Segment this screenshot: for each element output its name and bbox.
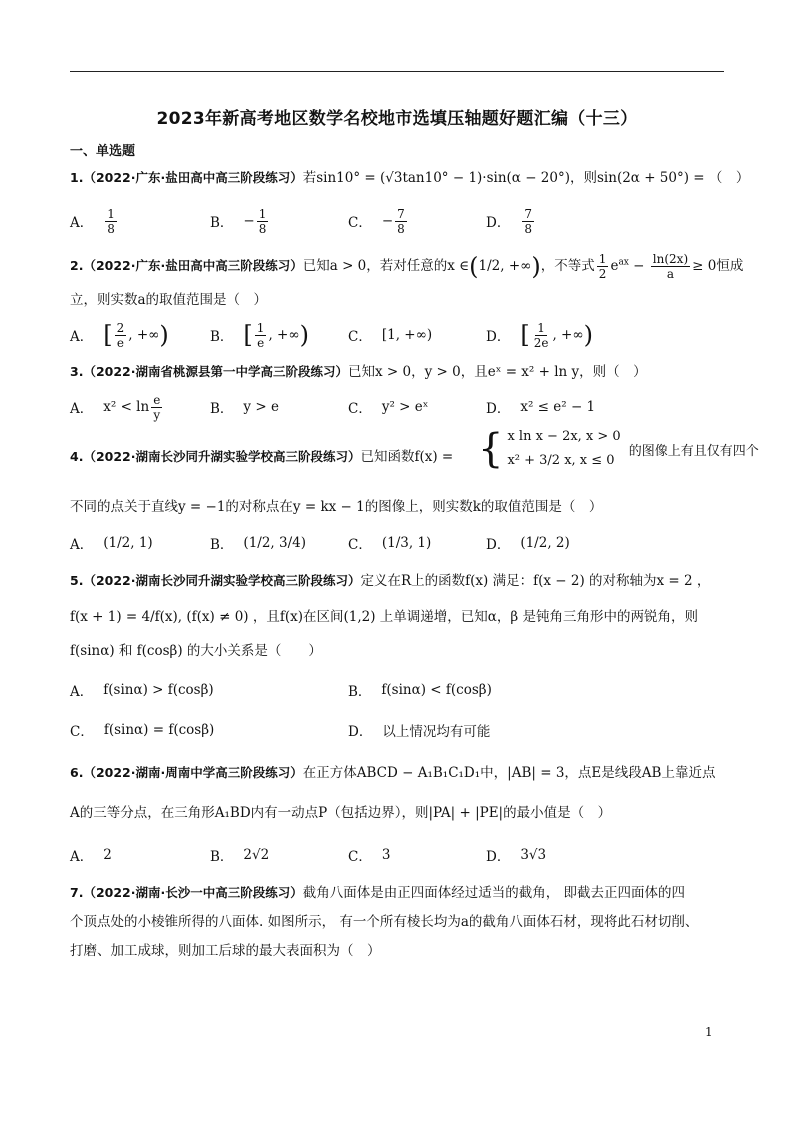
question-5-options-row2 (70, 715, 730, 745)
question-4-option-c[interactable]: C． (1/3, 1) (348, 535, 432, 553)
question-5-option-b[interactable]: B． f(sinα) < f(cosβ) (348, 682, 492, 700)
question-4-options (70, 528, 730, 558)
question-1-option-b[interactable]: B． − $\frac{1}{8}$ (210, 206, 267, 236)
question-2-stem: 2.（2022·广东·盐田高中高三阶段练习）已知a > 0，若对任意的x ∈(1/2, +∞)，不等式 $\frac{1}{2}$ $e^{ax}$ − $\frac{\ln(2x)}{a}$ ≥ 0恒成 (70, 252, 744, 281)
question-3-option-c[interactable]: C． y² > eˣ (348, 399, 429, 417)
question-5-source: 5.（2022·湖南长沙同升湖实验学校高三阶段练习） (70, 573, 361, 588)
question-2-option-b[interactable]: B． [ $\frac{1}{e}$ , +∞ ) (210, 320, 309, 350)
question-5-stem: 5.（2022·湖南长沙同升湖实验学校高三阶段练习）定义在R上的函数f(x) 满足：f(x − 2) 的对称轴为x = 2 ， (70, 573, 711, 589)
question-6-stem: 6.（2022·湖南·周南中学高三阶段练习）在正方体ABCD − A₁B₁C₁D₁中，|AB| = 3，点E是线段AB上靠近点 (70, 765, 716, 781)
question-7-stem: 7.（2022·湖南·长沙一中高三阶段练习）截角八面体是由正四面体经过适当的截角， 即截去正四面体的四 (70, 885, 686, 901)
question-5-option-c[interactable]: C． f(sinα) = f(cosβ) (70, 722, 215, 740)
question-6-source: 6.（2022·湖南·周南中学高三阶段练习） (70, 765, 303, 780)
question-2-option-c[interactable]: C． [1, +∞) (348, 327, 433, 345)
question-6-option-b[interactable]: B． 2√2 (210, 847, 270, 865)
page-number: 1 (705, 1025, 713, 1039)
question-3-options (70, 392, 730, 422)
question-6-stem-cont: A的三等分点，在三角形A₁BD内有一动点P（包括边界），则|PA| + |PE|的最小值是（ ） (70, 805, 612, 821)
question-3-option-b[interactable]: B． y > e (210, 399, 279, 417)
question-2-option-d[interactable]: D． [ $\frac{1}{2e}$ , +∞ ) (486, 320, 593, 350)
question-2-option-a[interactable]: A． [ $\frac{2}{e}$ , +∞ ) (70, 320, 169, 350)
question-1-stem (70, 168, 750, 188)
question-3-option-d[interactable]: D． x² ≤ e² − 1 (486, 399, 596, 417)
header-rule (70, 71, 724, 72)
question-4-option-a[interactable]: A． (1/2, 1) (70, 535, 153, 553)
question-4-option-b[interactable]: B． (1/2, 3/4) (210, 535, 306, 553)
question-6-options (70, 840, 730, 870)
question-5-option-a[interactable]: A． f(sinα) > f(cosβ) (70, 682, 214, 700)
question-4-stem-cont: 不同的点关于直线y = −1的对称点在y = kx − 1的图像上，则实数k的取值范围是（ ） (70, 499, 603, 515)
page-title: 2023年新高考地区数学名校地市选填压轴题好题汇编（十三） (156, 109, 638, 129)
question-1-option-c[interactable]: C． − $\frac{7}{8}$ (348, 206, 405, 236)
question-4-piecewise: { x ln x − 2x, x > 0 x² + 3/2 x, x ≤ 0 的图像上有且仅有四个 (478, 426, 759, 472)
question-5-option-d[interactable]: D． 以上情况均有可能 (348, 724, 491, 740)
question-5-stem-b: f(x + 1) = 4/f(x), (f(x) ≠ 0) ，且f(x)在区间(1,2) 上单调递增，已知α，β 是钝角三角形中的两锐角，则 (70, 609, 698, 625)
question-1-option-d[interactable]: D． $\frac{7}{8}$ (486, 206, 532, 236)
question-6-option-d[interactable]: D． 3√3 (486, 847, 547, 865)
question-5-options-row1 (70, 675, 730, 705)
question-1-options (70, 206, 730, 236)
question-6-option-c[interactable]: C． 3 (348, 847, 391, 865)
question-7-stem-b: 个顶点处的小棱锥所得的八面体. 如图所示， 有一个所有棱长均为a的截角八面体石材，现将此石材切削、 (70, 914, 699, 930)
question-5-stem-c: f(sinα) 和 f(cosβ) 的大小关系是（ ） (70, 643, 322, 659)
question-2-stem-cont: 立，则实数a的取值范围是（ ） (70, 292, 268, 308)
question-7-source: 7.（2022·湖南·长沙一中高三阶段练习） (70, 885, 303, 900)
section-heading: 一、单选题 (70, 144, 136, 159)
question-2-options (70, 320, 730, 350)
question-3-option-a[interactable]: A． x² < ln $\frac{e}{y}$ (70, 392, 161, 422)
question-3-stem: 3.（2022·湖南省桃源县第一中学高三阶段练习）已知x > 0，y > 0，且eˣ = x² + ln y，则（ ） (70, 364, 647, 380)
question-4-stem: 4.（2022·湖南长沙同升湖实验学校高三阶段练习）已知函数f(x) = (70, 449, 454, 465)
question-3-source: 3.（2022·湖南省桃源县第一中学高三阶段练习） (70, 364, 348, 379)
question-6-option-a[interactable]: A． 2 (70, 847, 112, 865)
question-4-source: 4.（2022·湖南长沙同升湖实验学校高三阶段练习） (70, 449, 361, 464)
question-2-source: 2.（2022·广东·盐田高中高三阶段练习） (70, 258, 303, 273)
question-4-option-d[interactable]: D． (1/2, 2) (486, 535, 570, 553)
question-7-stem-c: 打磨、加工成球，则加工后球的最大表面积为（ ） (70, 943, 381, 959)
question-1-option-a[interactable]: A． $\frac{1}{8}$ (70, 206, 115, 236)
question-1-text: 若sin10° = (√3tan10° − 1)·sin(α − 20°)，则sin(2α + 50°) = （ ） (302, 170, 750, 186)
question-1-source: 1.（2022·广东·盐田高中高三阶段练习） (70, 170, 303, 185)
